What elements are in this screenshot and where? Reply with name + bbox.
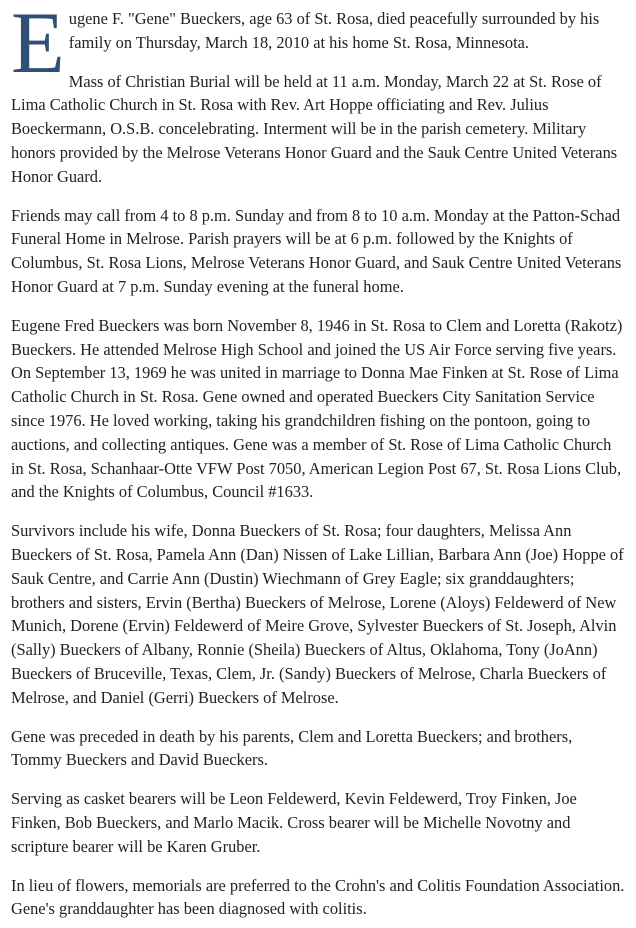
intro-text: ugene F. "Gene" Bueckers, age 63 of St. Rosa, died peacefully surrounded by his family on Thursday, March 18, 2010 at his home St. Rosa, Minnesota. bbox=[68, 9, 600, 52]
obituary-paragraph-bearers: Serving as casket bearers will be Leon Feldewerd, Kevin Feldewerd, Troy Finken, Joe Finken, Bob Bueckers, and Marlo Macik. Cross bearer will be Michelle Novotny and scripture bearer will be Karen Gruber. bbox=[11, 789, 577, 856]
obituary-paragraph-visitation: Friends may call from 4 to 8 p.m. Sunday and from 8 to 10 a.m. Monday at the Patton-Schad Funeral Home in Melrose. Parish prayers will be at 6 p.m. followed by the Knights of Columbus, St. Rosa Lions, Melrose Veterans Honor Guard, and Sauk Centre United Veterans Honor Guard at 7 p.m. Sunday evening at the funeral home. bbox=[11, 205, 622, 296]
obituary-paragraph-intro bbox=[11, 0, 626, 92]
obituary-paragraph-mass: Mass of Christian Burial will be held at 11 a.m. Monday, March 22 at St. Rose of Lima Catholic Church in St. Rosa with Rev. Art Hoppe officiating and Rev. Julius Boeckermann, O.S.B. concelebrating. Interment will be in the parish cemetery. Military honors provided by the Melrose Veterans Honor Guard and the Sauk Centre United Veterans Honor Guard. bbox=[11, 71, 618, 186]
obituary-paragraph-survivors: Survivors include his wife, Donna Bueckers of St. Rosa; four daughters, Melissa Ann Bueckers of St. Rosa, Pamela Ann (Dan) Nissen of Lake Lillian, Barbara Ann (Joe) Hoppe of Sauk Centre, and Carrie Ann (Dustin) Wiechmann of Grey Eagle; six granddaughters; brothers and sisters, Ervin (Bertha) Bueckers of Melrose, Lorene (Aloys) Feldewerd of New Munich, Dorene (Ervin) Feldewerd of Meire Grove, Sylvester Bueckers of St. Joseph, Alvin (Sally) Bueckers of Albany, Ronnie (Sheila) Bueckers of Altus, Oklahoma, Tony (JoAnn) Bueckers of Bruceville, Texas, Clem, Jr. (Sandy) Bueckers of Melrose, Charla Bueckers of Melrose, and Daniel (Gerri) Bueckers of Melrose. bbox=[11, 521, 624, 707]
obituary-paragraph-biography: Eugene Fred Bueckers was born November 8, 1946 in St. Rosa to Clem and Loretta (Rakotz) Bueckers. He attended Melrose High School and joined the US Air Force serving five years. On September 13, 1969 he was united in marriage to Donna Mae Finken at St. Rose of Lima Catholic Church in St. Rosa. Gene owned and operated Bueckers City Sanitation Service since 1976. He loved working, taking his grandchildren fishing on the pontoon, going to auctions, and collecting antiques. Gene was a member of St. Rose of Lima Catholic Church in St. Rosa, Schanhaar-Otte VFW Post 7050, American Legion Post 67, St. Rosa Lions Club, and the Knights of Columbus, Council #1633. bbox=[11, 315, 623, 502]
obituary-paragraph-memorials: In lieu of flowers, memorials are preferred to the Crohn's and Colitis Foundation Association. Gene's granddaughter has been diagnosed with colitis. bbox=[11, 875, 625, 919]
obituary-paragraph-preceded: Gene was preceded in death by his parents, Clem and Loretta Bueckers; and brothers, Tommy Bueckers and David Bueckers. bbox=[11, 726, 573, 770]
drop-cap-letter: E bbox=[11, 0, 65, 92]
